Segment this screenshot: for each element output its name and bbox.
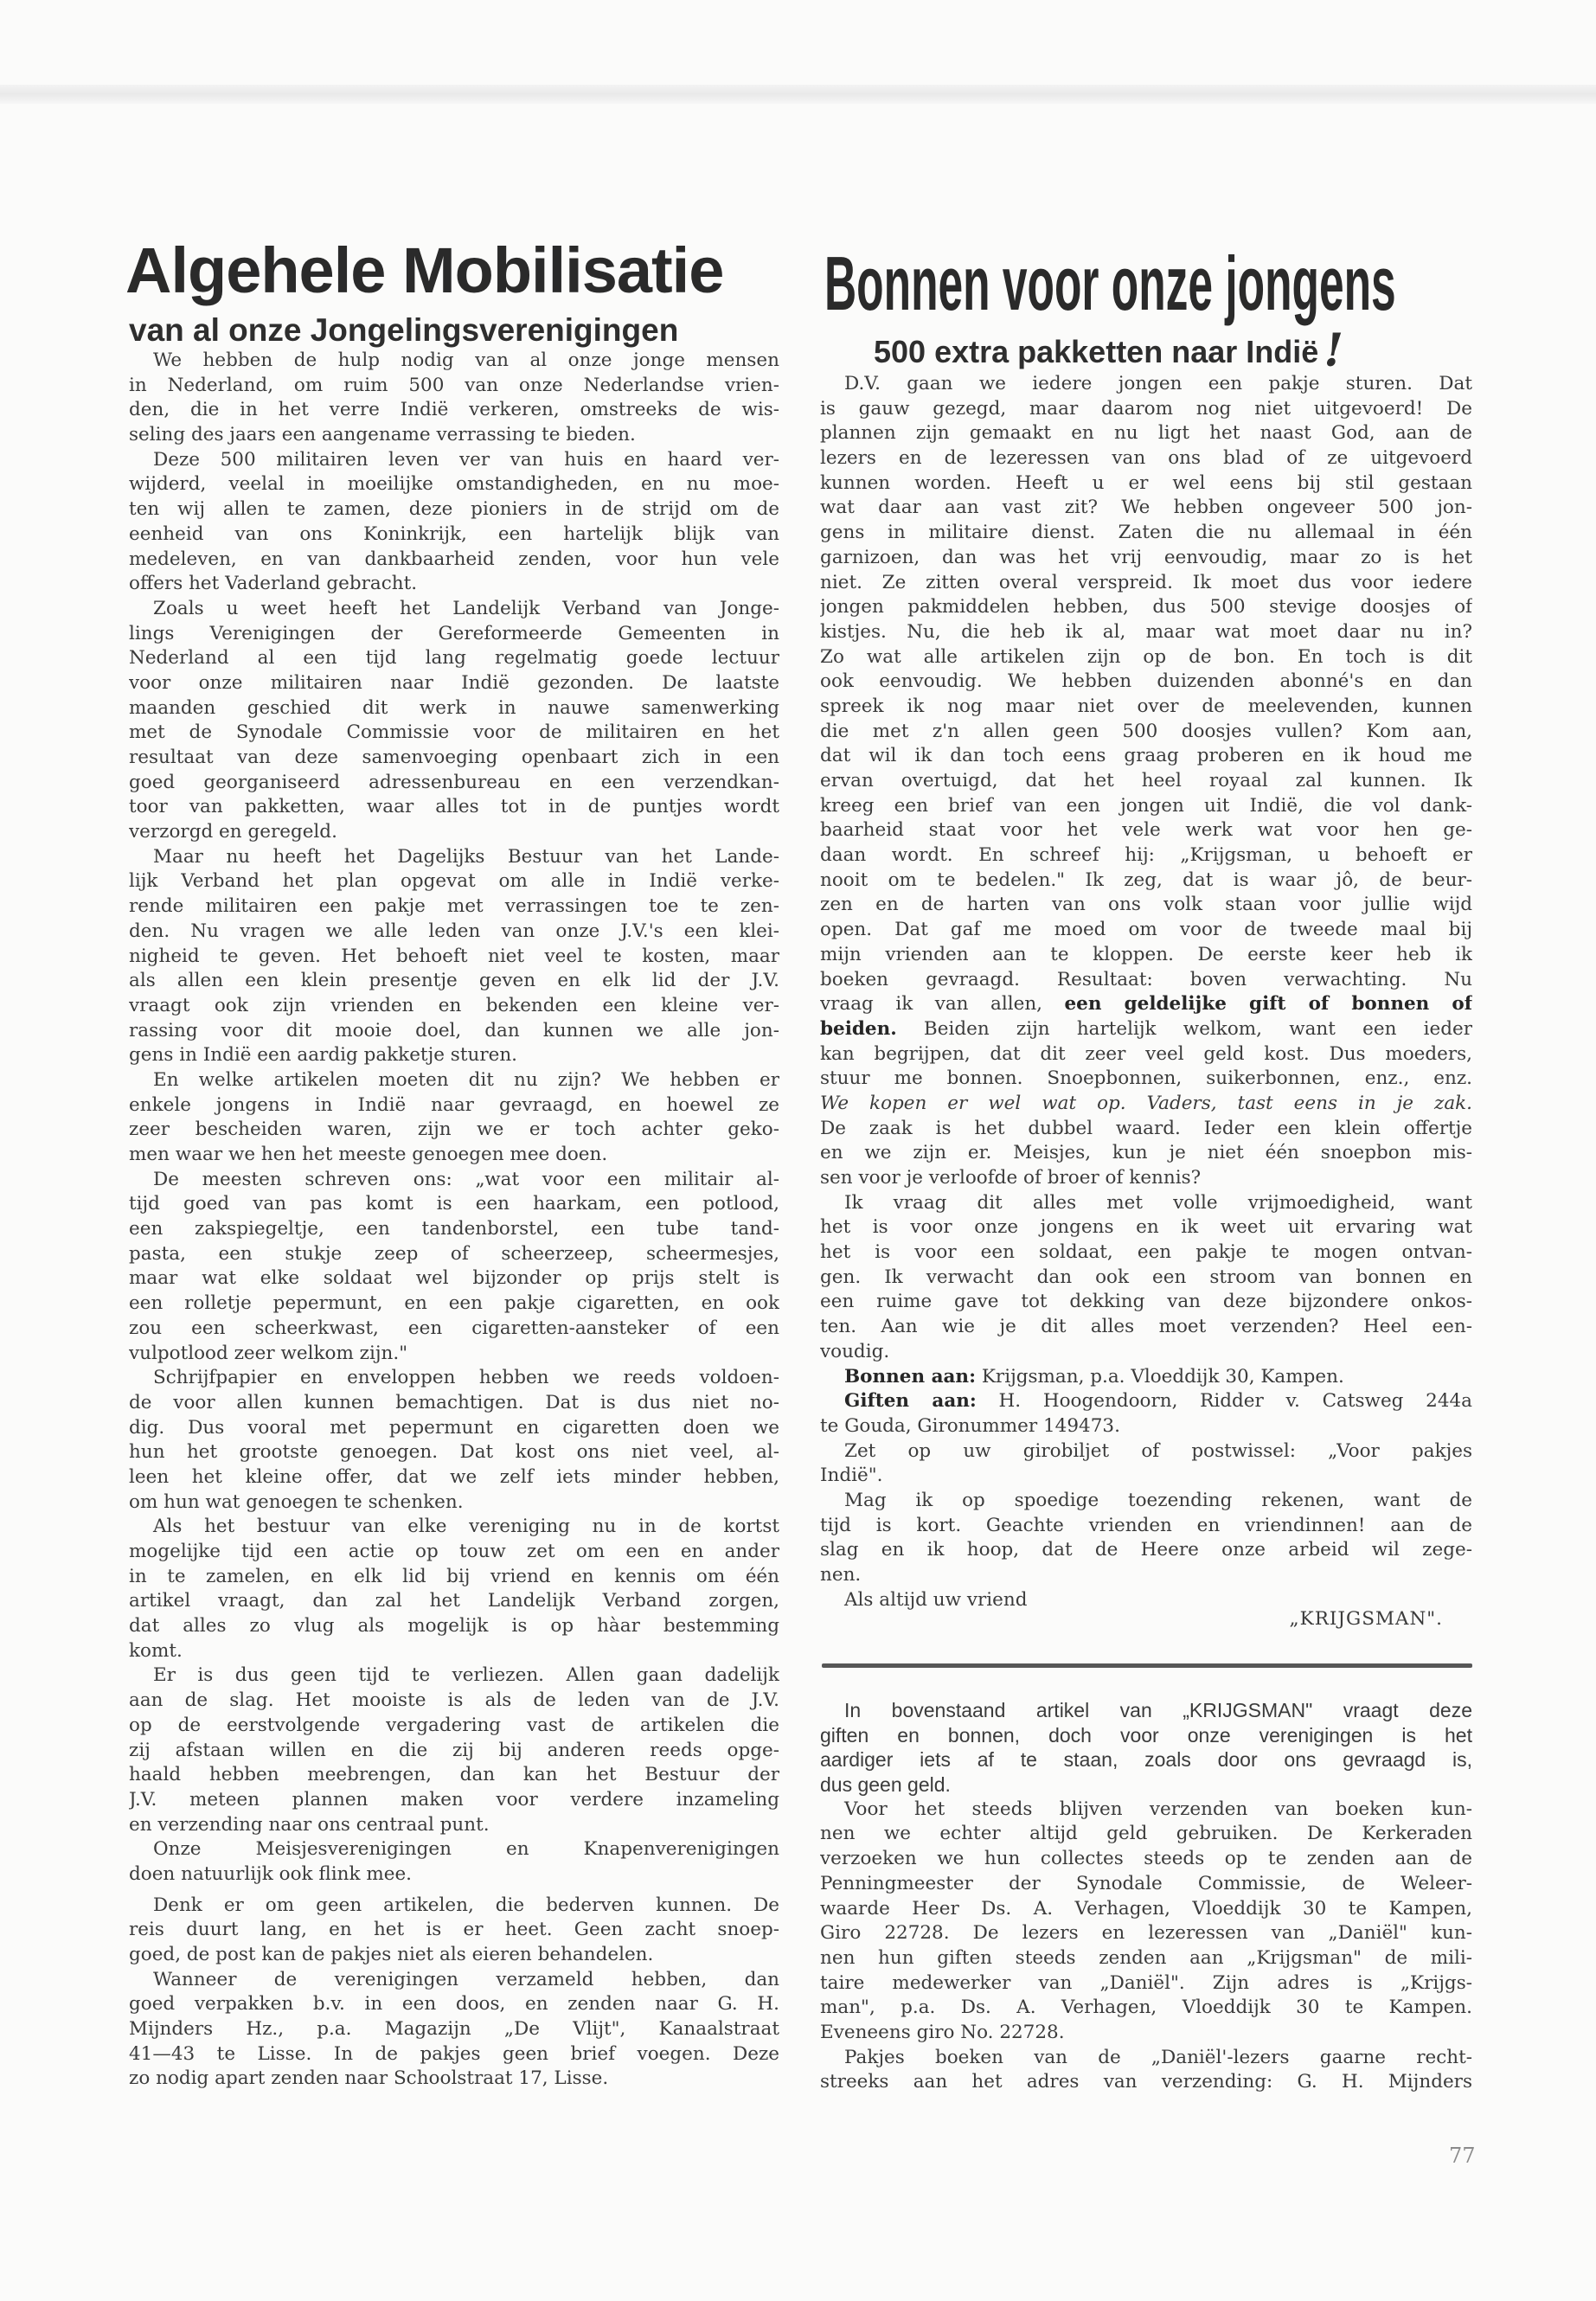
text-line: lijk Verband het plan opgevat om alle in Indië verke-: [129, 870, 779, 893]
text-line: toor van pakketten, waar alles tot in de puntjes wordt: [129, 796, 779, 818]
text-line: reis duurt lang, en het is er heet. Geen zacht snoep-: [129, 1919, 779, 1941]
text-line: tijd is kort. Geachte vrienden en vriendinnen! aan de: [820, 1514, 1472, 1536]
right-article-title: Bonnen voor onze jongens: [824, 240, 1396, 326]
text-line: nigheid te geven. Het behoeft niet veel te kosten, maar: [129, 945, 779, 967]
text-line: [820, 992, 1472, 1017]
paragraph: [129, 1068, 779, 1168]
text-line: goed, de post kan de pakjes niet als eieren behandelen.: [129, 1944, 654, 1965]
text-line: kreeg een brief van een jongen uit Indië, die vol dank-: [820, 794, 1472, 817]
text-line: lezers en de lezeressen van ons blad of ze uitgevoerd: [820, 447, 1472, 470]
text-line: rende militairen een pakje met verrassingen toe te zen-: [129, 895, 779, 918]
text-line: garnizoen, dan was het vrij eenvoudig, maar zo is het: [820, 546, 1472, 568]
text-line: slag en ik hoop, dat de Heere onze arbeid wil zege-: [820, 1539, 1472, 1561]
text-line: dig. Dus vooral met pepermunt en cigaretten doen we: [129, 1416, 779, 1439]
text-line: En welke artikelen moeten dit nu zijn? We hebben er: [153, 1068, 779, 1091]
text-line: Zo wat alle artikelen zijn op de bon. En toch is dit: [820, 645, 1472, 668]
text-line: aan de slag. Het mooiste is als de leden van de J.V.: [129, 1689, 779, 1712]
text-line: het is voor een soldaat, een pakje te mogen ontvan-: [820, 1241, 1472, 1264]
text-line: gen. Ik verwacht dan ook een stroom van bonnen en: [820, 1266, 1472, 1288]
paragraph: [820, 1798, 1472, 2046]
text-line: zij afstaan willen en die zij bij anderen reeds opge-: [129, 1739, 779, 1761]
paragraph: [129, 845, 779, 1068]
text-line: nen hun giften steeds zenden aan „Krijgsman" de mili-: [820, 1946, 1472, 1969]
text-line: offers het Vaderland gebracht.: [129, 573, 418, 595]
text-line: maanden geschied dit werk in nauwe samenwerking: [129, 696, 779, 719]
left-article-body: [129, 349, 779, 2092]
text-line: 41—43 te Lisse. In de pakjes geen brief voegen. Deze: [129, 2042, 779, 2065]
text-line: jongen pakmiddelen hebben, dus 500 stevige doosjes of: [820, 596, 1472, 619]
text-line: zeer bescheiden waren, zijn we er toch achter geko-: [129, 1118, 779, 1141]
text-line: Mag ik op spoedige toezending rekenen, want de: [844, 1489, 1472, 1511]
paragraph: [820, 1191, 1472, 1365]
paragraph: [129, 1515, 779, 1663]
text-span: Beiden zijn hartelijk welkom, want een ieder: [896, 1017, 1472, 1040]
left-article-title: Algehele Mobilisatie: [125, 234, 724, 306]
text-line: De zaak is het dubbel waard. Ieder een klein offertje: [820, 1117, 1472, 1139]
paragraph: [820, 1439, 1472, 1489]
text-line: Eveneens giro No. 22728.: [820, 2021, 1065, 2043]
text-line: is gauw gezegd, maar daarom nog niet uitgevoerd! De: [820, 397, 1472, 420]
text-line: in te zamelen, en elk lid bij vriend en kennis om één: [129, 1565, 779, 1587]
text-line: In bovenstaand artikel van „KRIJGSMAN" vraagt deze: [844, 1699, 1472, 1721]
text-line: vulpotlood zeer welkom zijn.": [129, 1342, 408, 1364]
text-line: Als het bestuur van elke vereniging nu in de kortst: [153, 1516, 779, 1538]
paragraph: [129, 1837, 779, 1887]
paragraph: [820, 372, 1472, 1191]
italic-text: We kopen er wel wat op. Vaders, tast eens in je zak.: [820, 1092, 1472, 1114]
text-line: dus geen geld.: [820, 1773, 951, 1797]
text-line: boeken gevraagd. Resultaat: boven verwachting. Nu: [820, 968, 1472, 990]
text-line: komt.: [129, 1639, 183, 1662]
text-line: Schrijfpapier en enveloppen hebben we reeds voldoen-: [153, 1367, 779, 1389]
text-line: en verzending naar ons centraal punt.: [129, 1813, 490, 1836]
signature: „KRIJGSMAN".: [1289, 1608, 1443, 1630]
text-line: Giro 22728. De lezers en lezeressen van „Daniël" kun-: [820, 1922, 1472, 1945]
bold-text: Bonnen aan:: [844, 1365, 977, 1388]
text-line: We hebben de hulp nodig van al onze jonge mensen: [153, 349, 779, 371]
text-line: enkele jongens in Indië naar gevraagd, en hoewel ze: [129, 1093, 779, 1116]
text-line: Voor het steeds blijven verzenden van boeken kun-: [844, 1798, 1472, 1820]
right-article-subtitle-text: 500 extra pakketten naar Indië: [874, 333, 1319, 369]
text-line: stuur me bonnen. Snoepbonnen, suikerbonnen, enz., enz.: [820, 1067, 1472, 1090]
text-line: J.V. meteen plannen maken voor verdere inzameling: [129, 1788, 779, 1811]
text-line: medeleven, en van dankbaarheid zenden, voor hun vele: [129, 548, 779, 570]
text-line: resultaat van deze samenvoeging openbaart zich in een: [129, 747, 779, 768]
text-line: te Gouda, Gironummer 149473.: [820, 1414, 1120, 1437]
text-line: den, die in het verre Indië verkeren, omstreeks de wis-: [129, 399, 779, 421]
page-number: 77: [1449, 2144, 1476, 2168]
section-divider: [822, 1663, 1472, 1668]
text-line: een zakspiegeltje, een tandenborstel, een tube tand-: [129, 1218, 779, 1240]
editorial-note-body: [820, 1698, 1472, 2095]
text-line: plannen zijn gemaakt en nu ligt het naast God, aan de: [820, 422, 1472, 445]
text-span: vraag ik van allen,: [820, 993, 1065, 1016]
text-line: [820, 1017, 1472, 1042]
text-line: Wanneer de verenigingen verzameld hebben, dan: [153, 1968, 779, 1990]
text-line: open. Dat gaf me moed om voor de tweede maal bij: [820, 919, 1472, 941]
text-line: haald hebben meebrengen, dan kan het Bestuur der: [129, 1764, 779, 1786]
paragraph: [129, 1663, 779, 1837]
text-line: sen voor je verloofde of broer of kennis?: [820, 1167, 1202, 1189]
text-line: pasta, een stukje zeep of scheerzeep, scheermesjes,: [129, 1242, 779, 1265]
text-line: Mijnders Hz., p.a. Magazijn „De Vlijt", Kanaalstraat: [129, 2018, 779, 2041]
text-line: hun het grootste genoegen. Dat kost ons niet veel, al-: [129, 1441, 779, 1464]
paragraph: [820, 1698, 1472, 1798]
text-line: taire medewerker van „Daniël". Zijn adres is „Krijgs-: [820, 1971, 1472, 1994]
text-line: vraagt ook zijn vrienden en bekenden een kleine ver-: [129, 994, 779, 1016]
text-line: wat daar aan vast zit? We hebben ongeveer 500 jon-: [820, 497, 1472, 519]
text-line: goed verpakken b.v. in een doos, en zenden naar G. H.: [129, 1993, 779, 2016]
text-line: om hun wat genoegen te schenken.: [129, 1490, 464, 1513]
text-line: en we zijn er. Meisjes, kun je niet één snoepbon mis-: [820, 1142, 1472, 1164]
text-line: artikel vraagt, dan zal het Landelijk Verband zorgen,: [129, 1590, 779, 1612]
text-line: eenheid van ons Koninkrijk, een hartelijk blijk van: [129, 522, 779, 545]
paragraph: [129, 448, 779, 597]
paragraph: [129, 1894, 779, 1968]
text-line: Pakjes boeken van de „Daniël'-lezers gaarne recht-: [844, 2046, 1472, 2068]
text-line: rassing voor dit mooie doel, dan kunnen we alle jon-: [129, 1019, 779, 1042]
paragraph: [129, 597, 779, 845]
text-line: kistjes. Nu, die heb ik al, maar wat moet daar nu in?: [820, 620, 1472, 643]
paragraph: [129, 349, 779, 448]
text-line: Zoals u weet heeft het Landelijk Verband van Jonge-: [153, 597, 779, 619]
paragraph: [820, 1365, 1472, 1390]
text-line: nen.: [820, 1564, 862, 1586]
text-line: kan begrijpen, dat dit zeer veel geld kost. Dus moeders,: [820, 1042, 1472, 1065]
text-line: de voor allen kunnen bemachtigen. Dat is dus niet no-: [129, 1391, 779, 1413]
text-line: verzoeken we hun collectes steeds op te zenden aan de: [820, 1848, 1472, 1870]
text-line: Onze Meisjesverenigingen en Knapenverenigingen: [153, 1838, 779, 1861]
text-line: waarde Heer Ds. A. Verhagen, Vloeddijk 30 te Kampen,: [820, 1897, 1472, 1920]
text-line: voudig.: [820, 1340, 890, 1362]
left-article-subtitle: van al onze Jongelingsverenigingen: [129, 311, 679, 348]
text-line: Als altijd uw vriend: [844, 1588, 1028, 1611]
text-line: het is voor onze jongens en ik weet uit ervaring wat: [820, 1216, 1472, 1239]
text-line: verzorgd en geregeld.: [129, 821, 337, 843]
text-line: een rolletje pepermunt, en een pakje cigaretten, en ook: [129, 1292, 779, 1315]
text-line: [820, 1389, 1472, 1414]
text-line: ook eenvoudig. We hebben duizenden abonné's en dan: [820, 670, 1472, 693]
bold-text: beiden.: [820, 1017, 897, 1040]
text-line: zen en de harten van ons volk staan voor jullie wijd: [820, 894, 1472, 916]
text-line: [820, 1092, 1472, 1117]
text-line: dat wil ik dan toch eens graag proberen en ik houd me: [820, 745, 1472, 767]
text-line: ten wij allen te zamen, deze pioniers in de strijd om de: [129, 498, 779, 521]
text-span: H. Hoogendoorn, Ridder v. Catsweg 244a: [976, 1390, 1472, 1413]
text-line: spreek ik nog maar niet over de meelevenden, kunnen: [820, 695, 1472, 717]
text-line: Indië".: [820, 1465, 883, 1487]
text-line: nooit om te bedelen." Ik zeg, dat is waar jô, de beur-: [820, 868, 1472, 891]
text-line: den. Nu vragen we alle leden van onze J.V.'s een klei-: [129, 920, 779, 942]
text-line: doen natuurlijk ook flink mee.: [129, 1862, 413, 1885]
text-line: tijd goed van pas komt is een haarkam, een potlood,: [129, 1193, 779, 1215]
text-line: Deze 500 militairen leven ver van huis en haard ver-: [153, 448, 779, 471]
text-span: Krijgsman, p.a. Vloeddijk 30, Kampen.: [976, 1365, 1344, 1388]
text-line: [820, 1365, 1472, 1390]
text-line: in Nederland, om ruim 500 van onze Nederlandse vrien-: [129, 374, 779, 396]
paragraph: [129, 1968, 779, 2092]
text-line: giften en bonnen, doch voor onze verenigingen is het: [820, 1723, 1472, 1747]
text-line: dat alles zo vlug als mogelijk is op hàar bestemming: [129, 1615, 779, 1638]
text-line: als allen een klein presentje geven en elk lid der J.V.: [129, 970, 779, 992]
text-line: seling des jaars een aangename verrassing te bieden.: [129, 424, 636, 446]
text-line: Penningmeester der Synodale Commissie, de Weleer-: [820, 1872, 1472, 1894]
paragraph: [129, 1366, 779, 1515]
text-line: lings Verenigingen der Gereformeerde Gemeenten in: [129, 622, 779, 644]
text-line: ervan overtuigd, dat het heel royaal zal kunnen. Ik: [820, 770, 1472, 792]
text-line: gens in Indië een aardig pakketje sturen.: [129, 1044, 518, 1067]
text-line: zo nodig apart zenden naar Schoolstraat 17, Lisse.: [129, 2067, 609, 2090]
text-line: kunnen worden. Heeft u er wel eens bij stil gestaan: [820, 471, 1472, 494]
scan-page-edge: [0, 85, 1596, 104]
text-line: wijderd, veelal in moeilijke omstandigheden, en nu moe-: [129, 473, 779, 496]
paragraph: [820, 2046, 1472, 2095]
right-article-body: [820, 372, 1472, 1612]
text-line: zou een scheerkwast, een cigaretten-aansteker of een: [129, 1317, 779, 1339]
text-line: daan wordt. En schreef hij: „Krijgsman, u behoeft er: [820, 844, 1472, 867]
text-line: man", p.a. Ds. A. Verhagen, Vloeddijk 30 te Kampen.: [820, 1997, 1472, 2019]
text-line: De meesten schreven ons: „wat voor een militair al-: [153, 1168, 779, 1190]
text-line: Nederland al een tijd lang regelmatig goede lectuur: [129, 647, 779, 670]
text-line: D.V. gaan we iedere jongen een pakje sturen. Dat: [844, 373, 1472, 394]
exclamation-mark: !: [1324, 324, 1344, 377]
bold-text: Giften aan:: [844, 1390, 977, 1413]
text-line: Denk er om geen artikelen, die bederven kunnen. De: [153, 1894, 779, 1916]
text-line: die met z'n allen geen 500 doosjes vullen? Kom aan,: [820, 720, 1472, 742]
text-line: op de eerstvolgende vergadering vast de artikelen die: [129, 1714, 779, 1736]
text-line: aardiger iets af te staan, zoals door ons gevraagd is,: [820, 1748, 1472, 1772]
text-line: leen het kleine offer, dat we zelf iets minder hebben,: [129, 1465, 779, 1488]
text-line: Maar nu heeft het Dagelijks Bestuur van het Lande-: [153, 845, 779, 868]
text-line: Ik vraag dit alles met volle vrijmoedigheid, want: [844, 1191, 1472, 1214]
right-article-subtitle: [874, 324, 1343, 377]
text-line: ten. Aan wie je dit alles moet verzenden? Heel een-: [820, 1316, 1472, 1338]
text-line: niet. Ze zitten overal verspreid. Ik moet dus voor iedere: [820, 571, 1472, 593]
text-line: Zet op uw girobiljet of postwissel: „Voor pakjes: [844, 1439, 1472, 1462]
paragraph: [129, 1168, 779, 1367]
paragraph: [820, 1489, 1472, 1588]
text-line: gens in militaire dienst. Zaten die nu allemaal in één: [820, 522, 1472, 544]
text-line: voor onze militairen naar Indië gezonden. De laatste: [129, 671, 779, 694]
text-line: met de Synodale Commissie voor de militairen en het: [129, 721, 779, 744]
text-line: mogelijke tijd een actie op touw zet om een en ander: [129, 1541, 779, 1562]
text-line: een ruime gave tot dekking van deze bijzondere onkos-: [820, 1291, 1472, 1313]
bold-text: een geldelijke gift of bonnen of: [1064, 993, 1472, 1016]
text-line: men waar we hen het meeste genoegen mee doen.: [129, 1144, 608, 1165]
paragraph: [820, 1389, 1472, 1439]
text-line: goed georganiseerd adressenbureau en een verzendkan-: [129, 771, 779, 793]
text-line: mijn vrienden aan te kloppen. De eerste keer heb ik: [820, 943, 1472, 965]
text-line: Er is dus geen tijd te verliezen. Allen gaan dadelijk: [153, 1664, 779, 1687]
text-line: streeks aan het adres van verzending: G. H. Mijnders: [820, 2071, 1472, 2093]
text-line: baarheid staat voor het vele werk wat voor hen ge-: [820, 819, 1472, 842]
text-line: maar wat elke soldaat wel bijzonder op prijs stelt is: [129, 1267, 779, 1290]
text-line: nen we echter altijd geld gebruiken. De Kerkeraden: [820, 1823, 1472, 1845]
